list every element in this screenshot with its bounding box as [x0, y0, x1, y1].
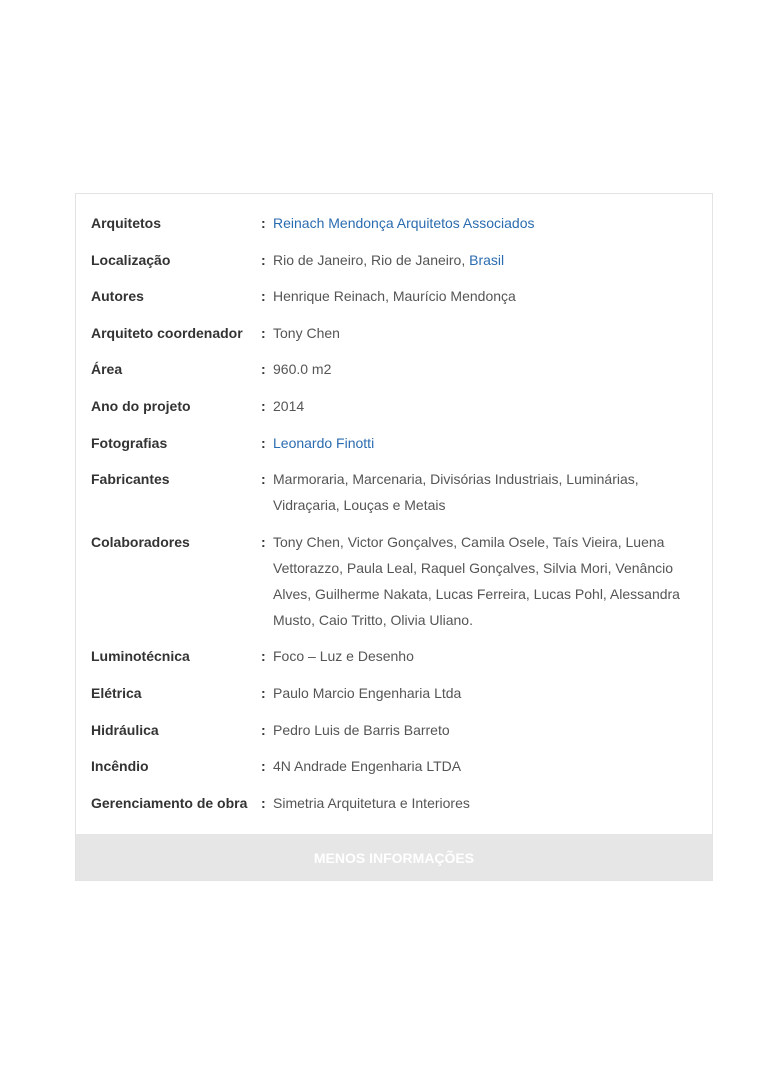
spec-label: Luminotécnica [91, 648, 190, 665]
spec-row-electrical [76, 680, 712, 706]
photographer-link[interactable]: Leonardo Finotti [273, 434, 375, 451]
spec-separator: : [261, 721, 266, 738]
spec-label: Ano do projeto [91, 397, 191, 414]
spec-row-lighting [76, 643, 712, 669]
spec-value: 2014 [273, 397, 305, 414]
spec-value [273, 430, 712, 456]
spec-label: Autores [91, 288, 144, 305]
spec-label: Gerenciamento de obra [91, 794, 248, 811]
spec-value: Foco – Luz e Desenho [273, 648, 414, 665]
spec-label: Colaboradores [91, 533, 190, 550]
spec-row-fire [76, 753, 712, 779]
spec-separator: : [261, 251, 266, 268]
country-link[interactable]: Brasil [469, 251, 505, 268]
spec-separator: : [261, 215, 266, 231]
spec-value: Henrique Reinach, Maurício Mendonça [273, 288, 516, 305]
spec-row-authors [76, 283, 712, 309]
spec-label: Arquiteto coordenador [91, 324, 243, 341]
spec-label: Arquitetos [91, 215, 161, 231]
spec-row-manufacturers [76, 466, 712, 518]
less-info-button[interactable]: MENOS INFORMAÇÕES [76, 834, 712, 880]
spec-value: 960.0 m2 [273, 361, 332, 378]
spec-value: Tony Chen, Victor Gonçalves, Camila Osele, Taís Vieira, Luena Vettorazzo, Paula Leal, Raquel Gonçalves, Silvia Mori, Venâncio Alves, Guilherme Nakata, Lucas Ferreira, Lucas Pohl, Alessandra Musto, Caio Tritto, Olivia Uliano. [273, 533, 680, 628]
spec-separator: : [261, 288, 266, 305]
spec-row-year [76, 393, 712, 419]
spec-row-collaborators [76, 529, 712, 633]
spec-row-area [76, 356, 712, 382]
architects-link[interactable]: Reinach Mendonça Arquitetos Associados [273, 215, 535, 231]
spec-row-architects [76, 210, 712, 236]
spec-separator: : [261, 324, 266, 341]
spec-label: Fabricantes [91, 471, 170, 488]
spec-value: Simetria Arquitetura e Interiores [273, 794, 470, 811]
spec-row-management [76, 790, 712, 816]
spec-separator: : [261, 471, 266, 488]
project-specs-list [76, 194, 712, 834]
spec-separator: : [261, 533, 266, 550]
spec-value: Pedro Luis de Barris Barreto [273, 721, 450, 738]
spec-value [273, 210, 712, 236]
spec-label: Elétrica [91, 684, 142, 701]
spec-separator: : [261, 684, 266, 701]
spec-separator: : [261, 361, 266, 378]
spec-row-location [76, 247, 712, 273]
spec-value: Marmoraria, Marcenaria, Divisórias Industriais, Luminárias, Vidraçaria, Louças e Metais [273, 471, 639, 514]
spec-row-photos [76, 430, 712, 456]
spec-value: 4N Andrade Engenharia LTDA [273, 758, 462, 775]
spec-label: Hidráulica [91, 721, 159, 738]
spec-value [273, 247, 712, 273]
spec-separator: : [261, 648, 266, 665]
spec-separator: : [261, 794, 266, 811]
spec-label: Incêndio [91, 758, 149, 775]
spec-label: Área [91, 361, 123, 378]
spec-separator: : [261, 758, 266, 775]
spec-separator: : [261, 397, 266, 414]
project-specs-card [75, 193, 713, 881]
spec-value: Tony Chen [273, 324, 340, 341]
spec-row-hydraulic [76, 717, 712, 743]
location-text: Rio de Janeiro, Rio de Janeiro, [273, 251, 470, 268]
spec-row-coordinator [76, 320, 712, 346]
spec-separator: : [261, 434, 266, 451]
spec-label: Fotografias [91, 434, 168, 451]
spec-value: Paulo Marcio Engenharia Ltda [273, 684, 462, 701]
spec-label: Localização [91, 251, 171, 268]
